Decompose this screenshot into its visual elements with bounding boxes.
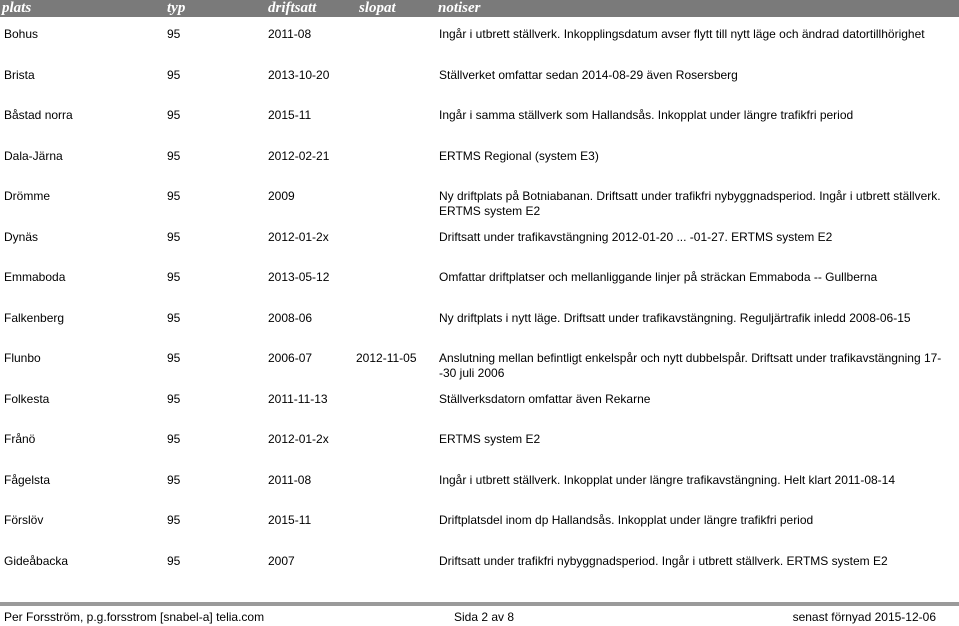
table-body bbox=[0, 17, 959, 584]
cell-driftsatt: 2015-11 bbox=[268, 108, 312, 122]
cell-typ: 95 bbox=[167, 310, 181, 325]
cell-notiser: Driftsatt under trafikavstängning 2012-01-20 ... -01-27. ERTMS system E2 bbox=[439, 229, 833, 244]
cell-notiser: Driftplatsdel inom dp Hallandsås. Inkopplat under längre trafikfri period bbox=[439, 513, 814, 527]
cell-typ: 95 bbox=[167, 27, 181, 41]
cell-driftsatt: 2013-05-12 bbox=[268, 270, 330, 284]
table-header bbox=[0, 0, 959, 17]
table-row bbox=[0, 220, 959, 261]
cell-slopat: 2012-11-05 bbox=[356, 351, 417, 365]
table-row bbox=[0, 422, 959, 463]
cell-driftsatt: 2006-07 bbox=[268, 351, 313, 365]
cell-plats: Emmaboda bbox=[4, 270, 66, 284]
cell-notiser: Ställverksdatorn omfattar även Rekarne bbox=[439, 391, 651, 406]
cell-typ: 95 bbox=[167, 148, 181, 163]
cell-notiser: ERTMS system E2 bbox=[439, 432, 541, 446]
cell-plats: Drömme bbox=[4, 189, 51, 203]
cell-driftsatt: 2015-11 bbox=[268, 513, 312, 527]
cell-typ: 95 bbox=[167, 351, 181, 365]
cell-notiser: Ingår i utbrett ställverk. Inkopplingsdatum avser flytt till nytt läge och ändrad datortillhörighet bbox=[439, 27, 925, 41]
cell-driftsatt: 2009 bbox=[268, 189, 295, 203]
table-row bbox=[0, 139, 959, 180]
cell-plats: Dala-Järna bbox=[4, 148, 63, 163]
column-header-driftsatt: driftsatt bbox=[268, 0, 317, 16]
cell-plats: Falkenberg bbox=[4, 310, 65, 325]
footer-author: Per Forsström, p.g.forsstrom [snabel-a] telia.com bbox=[4, 610, 265, 624]
table-row bbox=[0, 544, 959, 585]
cell-notiser: Ingår i samma ställverk som Hallandsås. Inkopplat under längre trafikfri period bbox=[439, 108, 854, 122]
column-header-typ: typ bbox=[167, 0, 186, 16]
cell-driftsatt: 2011-08 bbox=[268, 472, 312, 487]
cell-plats: Fågelsta bbox=[4, 472, 51, 487]
table-row bbox=[0, 179, 959, 220]
cell-plats: Flunbo bbox=[4, 351, 41, 365]
cell-typ: 95 bbox=[167, 472, 181, 487]
page-number: Sida 2 av 8 bbox=[454, 610, 515, 624]
table-row bbox=[0, 98, 959, 139]
cell-driftsatt: 2008-06 bbox=[268, 310, 313, 325]
column-header-plats: plats bbox=[2, 0, 32, 16]
cell-typ: 95 bbox=[167, 67, 181, 82]
table-row bbox=[0, 58, 959, 99]
cell-typ: 95 bbox=[167, 270, 181, 284]
cell-typ: 95 bbox=[167, 513, 181, 527]
cell-typ: 95 bbox=[167, 391, 181, 406]
cell-driftsatt: 2007 bbox=[268, 553, 295, 568]
cell-plats: Brista bbox=[4, 67, 35, 82]
cell-plats: Dynäs bbox=[4, 229, 39, 244]
cell-plats: Folkesta bbox=[4, 391, 50, 406]
cell-typ: 95 bbox=[167, 553, 181, 568]
cell-driftsatt: 2013-10-20 bbox=[268, 67, 330, 82]
last-updated: senast förnyad 2015-12-06 bbox=[792, 610, 936, 624]
column-header-notiser: notiser bbox=[438, 0, 481, 16]
cell-driftsatt: 2012-02-21 bbox=[268, 148, 330, 163]
table-row bbox=[0, 17, 959, 58]
column-header-slopat: slopat bbox=[359, 0, 396, 16]
table-row bbox=[0, 341, 959, 382]
cell-plats: Bohus bbox=[4, 27, 39, 41]
cell-driftsatt: 2012-01-2x bbox=[268, 432, 329, 446]
cell-notiser: Driftsatt under trafikfri nybyggnadsperiod. Ingår i utbrett ställverk. ERTMS system E2 bbox=[439, 553, 888, 568]
cell-notiser: Omfattar driftplatser och mellanliggande linjer på sträckan Emmaboda -- Gullberna bbox=[439, 270, 878, 284]
table-row bbox=[0, 463, 959, 504]
cell-notiser: ERTMS Regional (system E3) bbox=[439, 148, 599, 163]
cell-plats: Frånö bbox=[4, 432, 36, 446]
table-row bbox=[0, 260, 959, 301]
footer-divider bbox=[0, 602, 959, 606]
cell-notiser: Ny driftplats i nytt läge. Driftsatt under trafikavstängning. Reguljärtrafik inledd 2008-06-15 bbox=[439, 310, 911, 325]
cell-notiser: Ställverket omfattar sedan 2014-08-29 även Rosersberg bbox=[439, 67, 738, 82]
cell-plats: Förslöv bbox=[4, 513, 44, 527]
cell-plats: Båstad norra bbox=[4, 108, 73, 122]
table-row bbox=[0, 382, 959, 423]
cell-driftsatt: 2011-11-13 bbox=[268, 391, 328, 406]
table-row bbox=[0, 503, 959, 544]
cell-typ: 95 bbox=[167, 432, 181, 446]
cell-notiser: Ny driftplats på Botniabanan. Driftsatt under trafikfri nybyggnadsperiod. Ingår i utbrett ställverk. ERTMS system E2 bbox=[439, 189, 941, 218]
cell-typ: 95 bbox=[167, 108, 181, 122]
cell-typ: 95 bbox=[167, 229, 181, 244]
cell-driftsatt: 2011-08 bbox=[268, 27, 312, 41]
cell-driftsatt: 2012-01-2x bbox=[268, 229, 329, 244]
cell-typ: 95 bbox=[167, 189, 181, 203]
cell-notiser: Ingår i utbrett ställverk. Inkopplat under längre trafikavstängning. Helt klart 2011-08-14 bbox=[439, 472, 896, 487]
table-row bbox=[0, 301, 959, 342]
cell-notiser: Anslutning mellan befintligt enkelspår och nytt dubbelspår. Driftsatt under trafikavstängning 17--30 juli 2006 bbox=[439, 351, 942, 380]
cell-plats: Gideåbacka bbox=[4, 553, 69, 568]
